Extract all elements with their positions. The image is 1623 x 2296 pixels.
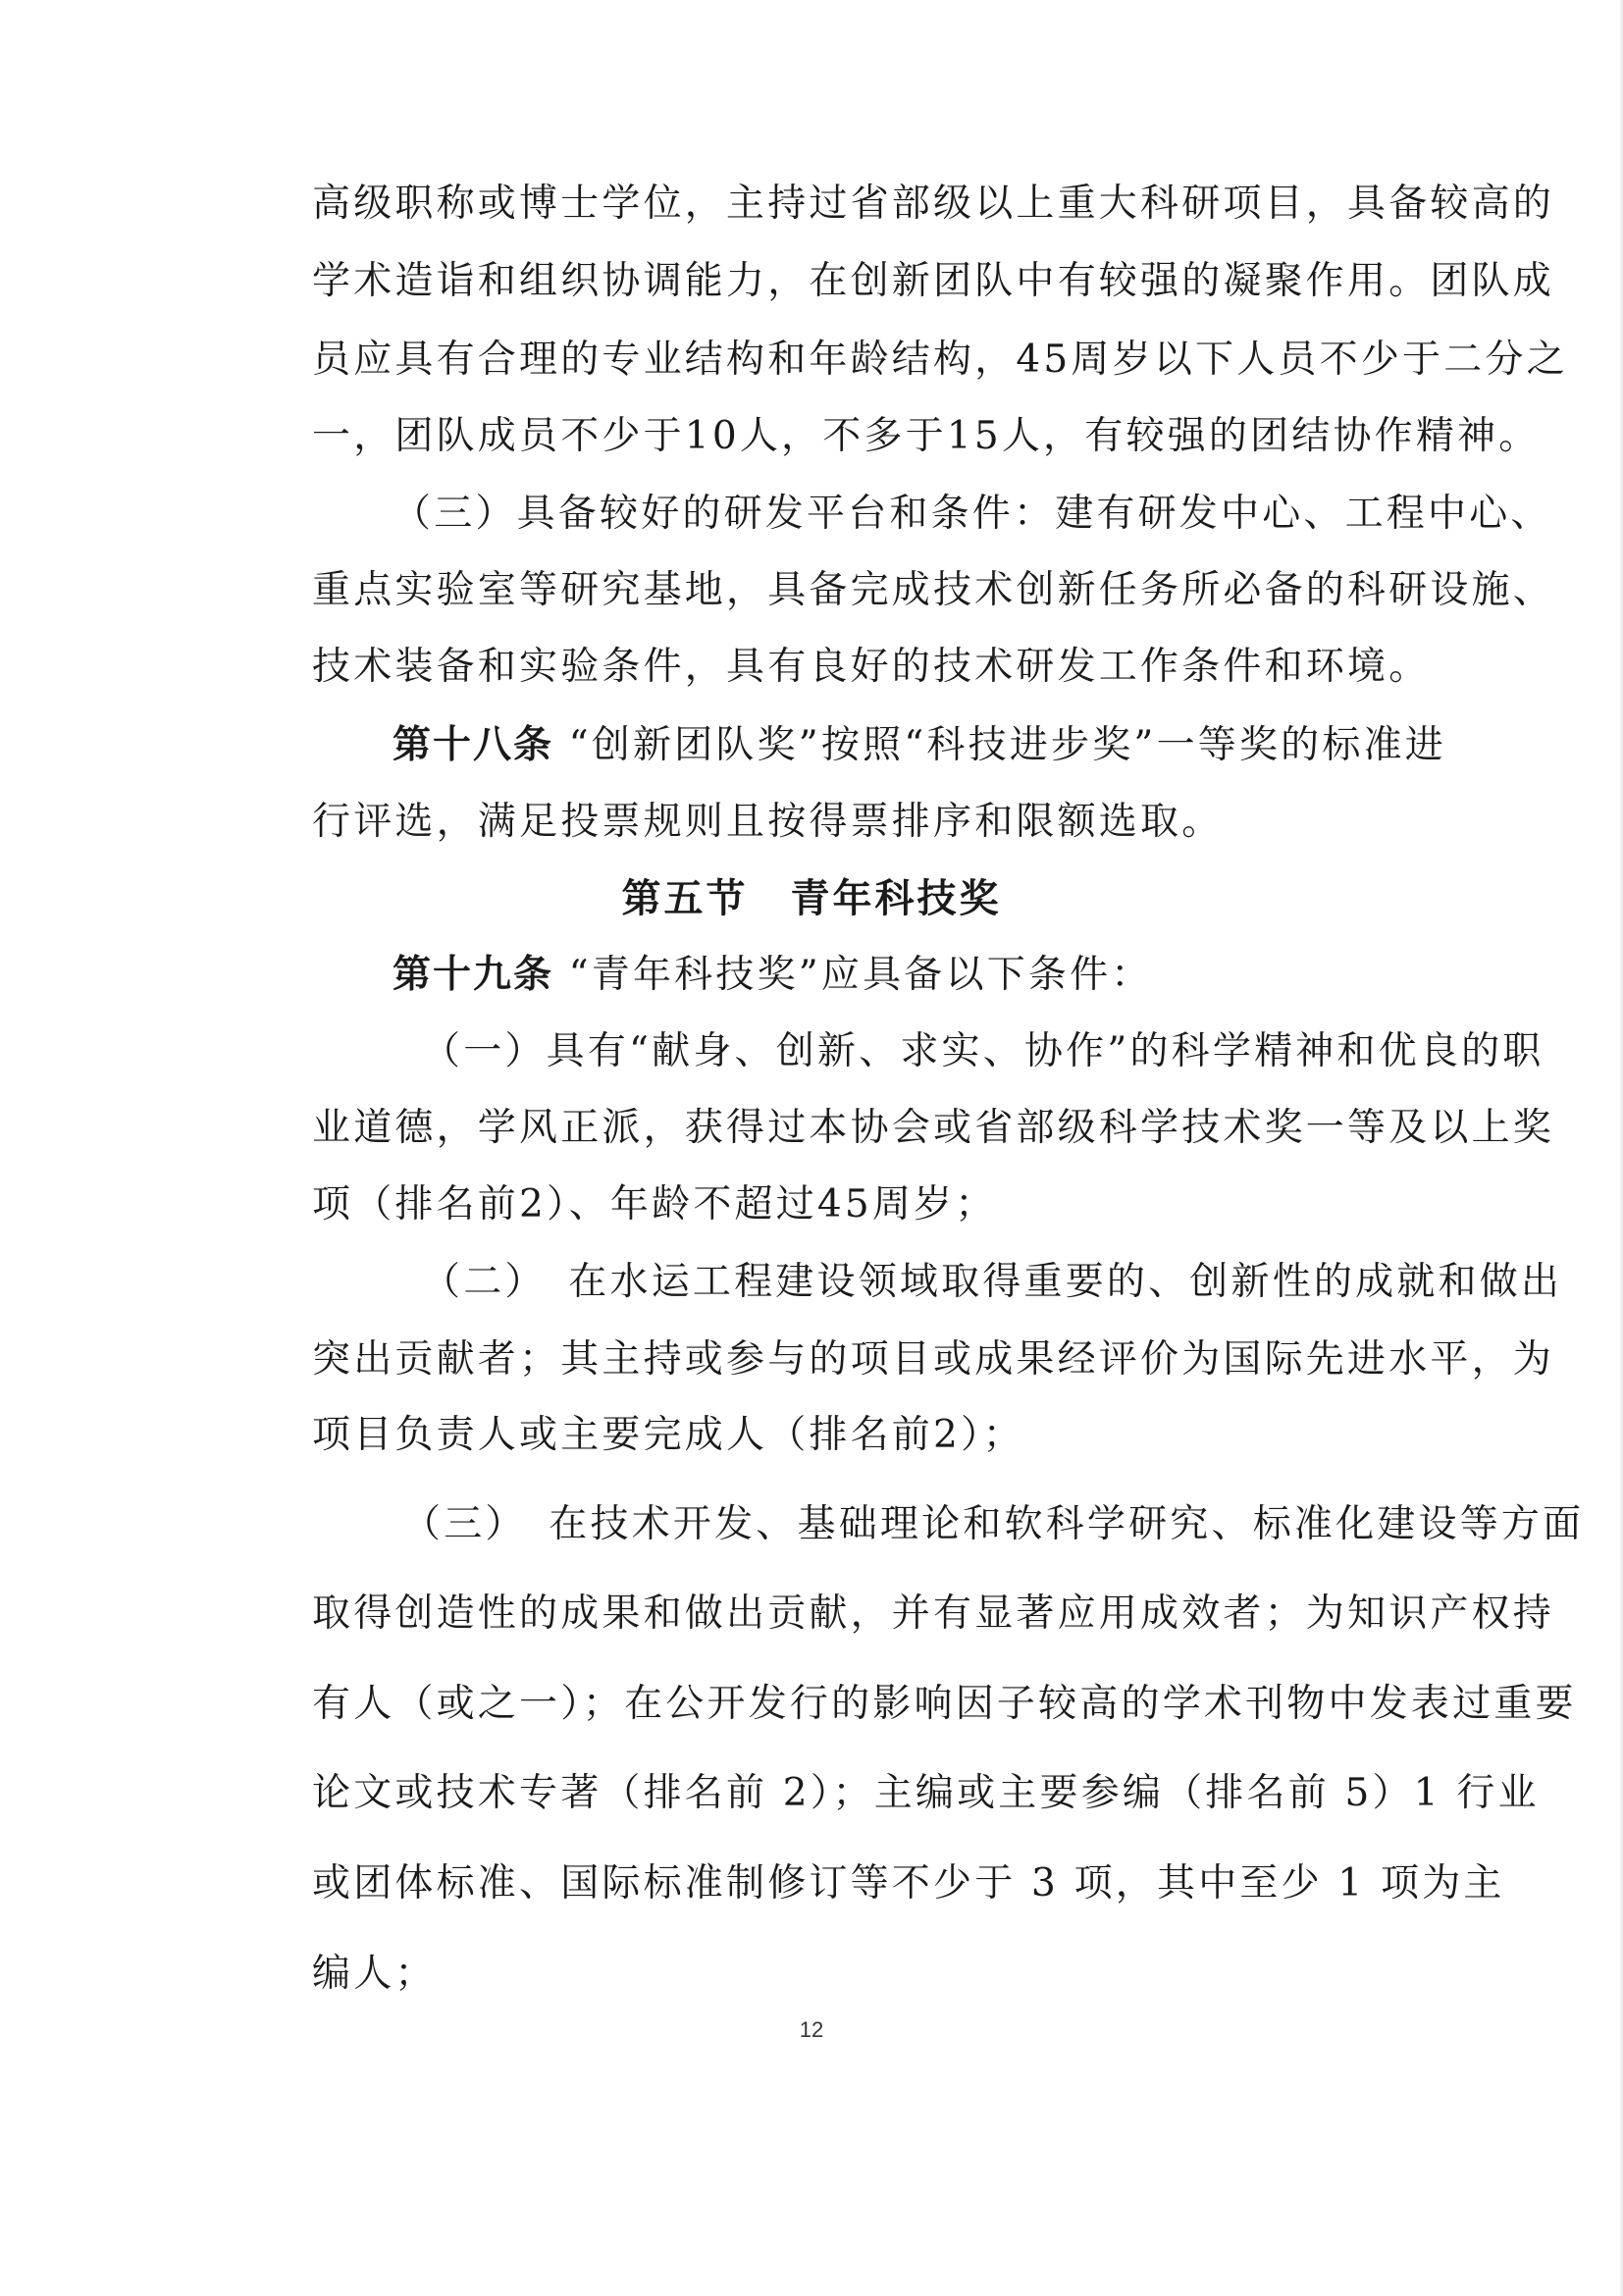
article-19-label: 第十九条 <box>393 953 554 997</box>
a19-item-2-line-3: 项目负责人或主要完成人（排名前2）； <box>312 1413 1024 1457</box>
a19-item-2-line-1: （二） 在水运工程建设领域取得重要的、创新性的成就和做出 <box>422 1260 1563 1304</box>
body-line-2: 学术造诣和组织协调能力，在创新团队中有较强的凝聚作用。团队成 <box>312 259 1555 303</box>
item-3-line-2: 重点实验室等研究基地，具备完成技术创新任务所必备的科研设施、 <box>312 568 1555 612</box>
article-19-text: “青年科技奖”应具备以下条件： <box>553 953 1153 997</box>
page-number: 12 <box>799 2017 824 2042</box>
a19-item-1-line-1: （一）具有“献身、创新、求实、协作”的科学精神和优良的职 <box>422 1029 1544 1073</box>
a19-item-1-line-2: 业道德，学风正派，获得过本协会或省部级科学技术奖一等及以上奖 <box>312 1106 1555 1150</box>
article-19-line-1 <box>393 953 1452 997</box>
a19-item-3-line-1: （三） 在技术开发、基础理论和软科学研究、标准化建设等方面 <box>402 1502 1585 1546</box>
a19-item-3-line-3: 有人（或之一）；在公开发行的影响因子较高的学术刊物中发表过重要 <box>312 1682 1577 1726</box>
body-line-4: 一，团队成员不少于10人，不多于15人，有较强的团结协作精神。 <box>312 414 1541 458</box>
a19-item-2-line-2: 突出贡献者；其主持或参与的项目或成果经评价为国际先进水平，为 <box>312 1337 1555 1382</box>
article-18-text: “创新团队奖”按照“科技进步奖”一等奖的标准进 <box>553 723 1446 767</box>
item-3-line-1: （三）具备较好的研发平台和条件：建有研发中心、工程中心、 <box>393 492 1552 536</box>
item-3-line-3: 技术装备和实验条件，具有良好的技术研发工作条件和环境。 <box>312 645 1431 689</box>
a19-item-3-line-6: 编人； <box>312 1952 437 1996</box>
a19-item-3-line-5: 或团体标准、国际标准制修订等不少于 3 项，其中至少 1 项为主 <box>312 1861 1505 1905</box>
section-title: 第五节 青年科技奖 <box>621 876 1002 921</box>
article-18-line-1 <box>393 723 1452 767</box>
body-line-1: 高级职称或博士学位，主持过省部级以上重大科研项目，具备较高的 <box>312 182 1555 226</box>
a19-item-1-line-3: 项（排名前2）、年龄不超过45周岁； <box>312 1182 997 1226</box>
a19-item-3-line-4: 论文或技术专著（排名前 2）；主编或主要参编（排名前 5）1 行业 <box>312 1771 1540 1815</box>
body-line-3: 员应具有合理的专业结构和年龄结构，45周岁以下人员不少于二分之 <box>312 338 1568 382</box>
article-18-label: 第十八条 <box>393 723 554 767</box>
article-18-line-2: 行评选，满足投票规则且按得票排序和限额选取。 <box>312 800 1224 844</box>
a19-item-3-line-2: 取得创造性的成果和做出贡献，并有显著应用成效者；为知识产权持 <box>312 1592 1555 1636</box>
